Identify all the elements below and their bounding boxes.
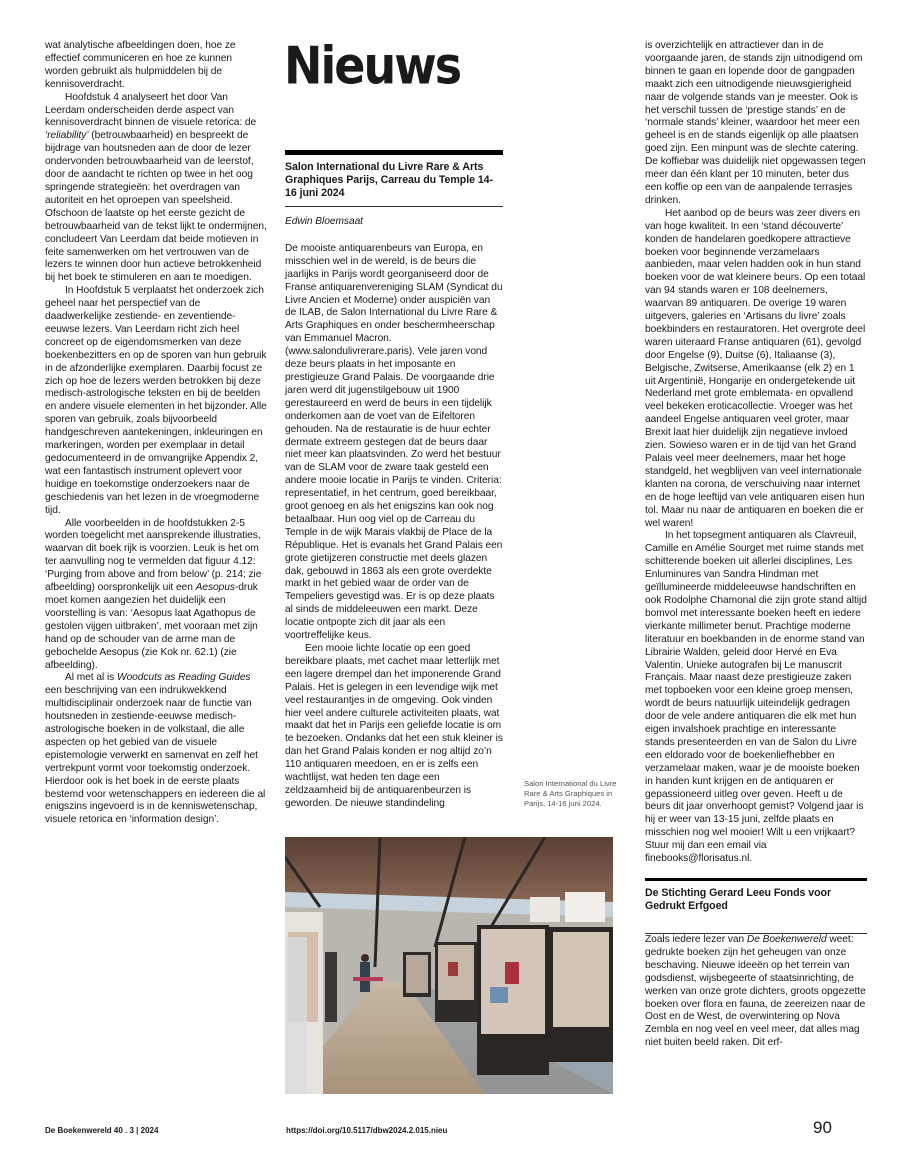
body-paragraph: Het aanbod op de beurs was zeer divers en van hoge kwaliteit. In een ‘stand découverte’ konden de handelaren goedkopere attractieve boeken voor beginnende verzamelaars aanbieden, maar velen hadden ook in hun stand boeken voor de wat kleinere beurs. Op een totaal van 94 stands waren er 108 deelnemers, waarvan 89 antiquaren. De overige 19 waren uitgevers, galeries en ‘Artisans du livre’ zoals boekbinders en restauratoren. Het overgrote deel waren uiteraard Franse antiquaren (61), gevolgd door Engelse (9), Duitse (6), Italiaanse (3), Belgische, Zwitserse, Amerikaanse (elk 2) en 1 uit Argentinië, Hongarije en ondergetekende uit Nederland met grote emblemata- en opvallend veel bekeken eroticacollectie. Vroeger was het aandeel Engelse antiquaren veel groter, maar Brexit laat hier duidelijk zijn negatieve invloed zien. Sowieso waren er in de tijd van het Grand Palais veel meer deelnemers, maar het hoge standgeld, het wegblijven van veel internationale klanten na corona, de verschuiving naar internet en de hoge leeftijd van vele antiquaren eisen hun tol. Maar nu naar de antiquaren en boeken die er wel waren! <box>645 207 866 529</box>
paragraph-text: Hoofdstuk 4 analyseert het door Van Leerdam onderscheiden derde aspect van kennisoverdracht binnen de visuele retorica: de <box>45 91 257 129</box>
body-paragraph: is overzichtelijk en attractiever dan in de voorgaande jaren, de stands zijn uitnodigend om binnen te gaan en lopende door de gangpaden maakt zich een uitnodigende nieuwsgierigheid naar de volgende stands van je meester. Ook is het verschil tussen de ‘prestige stands’ en de ‘normale stands’ kleiner, waardoor het meer een geheel is en de stands eigenlijk op alle plaatsen goed zijn. Een minpunt was de slechte catering. De koffiebar was duidelijk niet opgewassen tegen meer dan één klant per 10 minuten, beter dus een koffie op een van de aanpalende terrasjes drinken. <box>645 40 866 206</box>
body-paragraph <box>45 518 267 673</box>
body-paragraph: In Hoofdstuk 5 verplaatst het onderzoek zich geheel naar het perspectief van de daadwerkelijke zestiende- en zeventiende-eeuwse lezers. Van Leerdam richt zich heel concreet op de eigendomsmerken van deze boekenbezitters en op de sporen van hun gebruik in de afzonderlijke exemplaren. Daarbij focust ze zich op hoe de lezers werden betrokken bij deze medisch-astrologische teksten en bij de beelden en andere visuele elementen in het bijzonder. Alle sporen van gebruik, zoals bijvoorbeeld handgeschreven aantekeningen, inkleuringen en markeringen, worden per exemplaar in detail gedocumenteerd in de omvangrijke Appendix 2, wat een fantastisch instrument oplevert voor huidige en toekomstige onderzoekers naar de geschiedenis van het lezen in de vroegmoderne tijd. <box>45 285 267 516</box>
footer-journal-info: De Boekenwereld 40 . 3 | 2024 <box>45 1126 159 1135</box>
paragraph-text: Al met al is <box>65 672 117 684</box>
photo-caption: Salon International du Livre Rare & Arts Graphiques in Parijs, 14-16 juni 2024. <box>524 779 617 809</box>
paragraph-text: Zoals iedere lezer van <box>645 934 747 945</box>
book-fair-illustration <box>285 837 613 1094</box>
book-fair-photo <box>285 837 613 1094</box>
italic-term: ‘reliability’ <box>45 130 89 142</box>
title-divider <box>285 206 503 207</box>
article-divider-rule <box>645 878 867 881</box>
paragraph-text: Alle voorbeelden in de hoofdstukken 2-5 worden toegelicht met aansprekende illustraties, waarvan dit boek rijk is voorzien. Leuk is het om ter aanvulling nog te vermelden dat figuur 4.12: ‘Purging from above and from below’ (p. 214; zie afbeelding) oorspronkelijk uit een <box>45 517 262 594</box>
article-title: Salon International du Livre Rare & Arts Graphiques Parijs, Carreau du Temple 14-16 juni 2024 <box>285 161 493 199</box>
body-paragraph: In het topsegment antiquaren als Clavreuil, Camille en Amélie Sourget met ruime stands met schitterende boeken uit allerlei disciplines, Les Enluminures van Sandra Hindman met geïllumineerde middeleeuwse handschriften en ook Rodolphe Chamonal die zijn grote stand altijd bomvol met interessante boeken heeft en iedere vierkante millimeter benut. Prachtige moderne literatuur en boekbanden in de enorme stand van Librairie Walden, geleid door Hervé en Eva Valentin. Unieke autografen bij Le manuscrit Français. Maar naast deze prestigieuze zaken met topboeken voor een kleine groep mensen, wordt de beurs natuurlijk uiteindelijk gedragen door de vele andere antiquaren die elk met hun eigen invalshoek prachtige en interessante stands presenteerden en van de Salon du Livre een eldorado voor de boekenliefhebber en verzamelaar maken, waar je de mooiste boeken in handen kunt krijgen en de antiquaren er gepassioneerd uitleg over geven. Heeft u de beurs dit jaar onverhoopt gemist? Volgend jaar is hij er weer van 13-15 juni, zelfde plaats en misschien nog wel mooier! Wilt u een vrijkaart? Stuur mij dan een email via finebooks@florisatus.nl. <box>645 530 867 865</box>
news-article-continuation-column <box>645 40 867 1050</box>
paragraph-text: weet: gedrukte boeken zijn het geheugen van onze beschaving. Nieuwe ideeën op het terrein van godsdienst, wijsbegeerte of staatsinrichting, de werken van onze grote dichters, groots opgezette boeken over flora en fauna, de zeereizen naar de Oost en de West, de overwintering op Nova Zembla en nog veel en veel meer, dat alles mag niet buiten beeld raken. Dit erf- <box>645 934 866 1049</box>
body-paragraph: wat analytische afbeeldingen doen, hoe ze effectief communiceren en hoe ze kunnen worden gebruikt als hulpmiddelen bij de kennisoverdracht. <box>45 40 236 90</box>
body-paragraph: De mooiste antiquarenbeurs van Europa, en misschien wel in de wereld, is de beurs die jaarlijks in Parijs wordt georganiseerd door de Franse antiquarenvereniging SLAM (Syndicat du Livre Ancien et Moderne) onder auspiciën van de ILAB, de Salon International du Livre Rare & Arts Graphiques en onder beschermheerschap van Emmanuel Macron. (www.salondulivrerare.paris). Vele jaren vond deze beurs plaats in het imposante en prestigieuze Grand Palais. De voorgaande drie jaren werd dit jugenstilgebouw uit 1900 gerestaureerd en werd de beurs in een tijdelijk onderkomen aan de voet van de Eifeltoren gehouden. Na de restauratie is de huur echter dermate extreem gestegen dat de beurs daar niet meer kan plaatsvinden. Zo werd het bestuur van de SLAM voor de zware taak gesteld een andere mooie locatie in Parijs te vinden. Criteria: representatief, in het centrum, goed bereikbaar, groot genoeg en als het enigszins kan ook nog betaalbaar. Hun oog viel op de Carreau du Temple in de wijk Marais vlakbij de Place de la République. Het is evanals het Grand Palais een grote gietijzeren constructie met deels glazen dak, gebouwd in 1863 als een grote overdekte markt in het gebied waar de order van de Tempeliers gevestigd was. Er is op deze plaats al sinds de middeleeuwen een markt. Deze locatie ontpopte zich dit jaar als een voortreffelijke keus. <box>285 242 503 642</box>
magazine-title: De Boekenwereld <box>746 934 827 945</box>
page-number: 90 <box>813 1118 832 1137</box>
paragraph-text: (betrouwbaarheid) en bespreekt de bijdrage van houtsneden aan de door de lezer ondervonden betrouwbaarheid van de leerstof, door de aandacht te richten op twee in het oog springende strategieën: het overdragen van autoriteit en het oproepen van speelsheid. Ofschoon de laatste op het eerste gezicht de betrouwbaarheid van de tekst lijkt te ondermijnen, concludeert Van Leerdam dat beide motieven in feite samenwerken om het vertrouwen van de lezers te winnen door hun actieve betrokkenheid bij het boek te stimuleren en aan te moedigen. <box>45 130 267 284</box>
body-paragraph <box>645 934 867 1050</box>
paragraph-text: een beschrijving van een indrukwekkend multidisciplinair onderzoek naar de functie van houtsneden in zestiende-eeuwse medisch-astrologische boeken in de volkstaal, die alle aspecten op het gebied van de visuele epistemologie verwerkt en samenvat en zelf het vertrekpunt vormt voor toekomstig onderzoek. Hierdoor ook is het boek in de eerste plaats bestemd voor wetenschappers en iedereen die al enigszins ingevoerd is in de kenniswetenschap, visuele retorica en ‘information design’. <box>45 685 266 826</box>
footer-doi-link[interactable]: https://doi.org/10.5117/dbw2024.2.015.nieu <box>286 1126 448 1135</box>
news-article-column <box>284 35 503 811</box>
article-author: Edwin Bloemsaat <box>285 216 363 227</box>
article-title: De Stichting Gerard Leeu Fonds voor Gedrukt Erfgoed <box>645 887 832 912</box>
book-title: Woodcuts as Reading Guides <box>117 672 251 684</box>
review-continuation-column <box>45 40 267 827</box>
italic-term: Aesopus <box>195 582 235 594</box>
body-paragraph <box>45 92 267 286</box>
heading-rule <box>285 150 503 155</box>
body-paragraph <box>45 672 267 827</box>
body-paragraph: Een mooie lichte locatie op een goed bereikbare plaats, met cachet maar letterlijk met een lagere drempel dan het imponerende Grand Palais. Het is gelegen in een levendige wijk met veel restaurantjes in de omgeving. Ook vinden hier veel andere culturele activiteiten plaats, wat maakt dat het in Parijs een geliefde locatie is om te bezoeken. Ondanks dat het een stuk kleiner is dan het Grand Palais konden er nog altijd zo’n 110 antiquaren meedoen, en er is zelfs een wachtlijst, wat heden ten dage een zeldzaamheid bij de antiquarenbeurzen is geworden. De nieuwe standindeling <box>285 643 503 809</box>
section-heading: Nieuws <box>284 35 461 96</box>
paragraph-text: -druk moet komen aangezien het duidelijk een voorstelling is van: ‘Aesopus laat Agathopus de gestolen vijgen uitbraken’, met vooraan met zijn hand op de schouder van de arme man de gebochelde Aesopus (zie Kok nr. 62.1) (zie afbeelding). <box>45 582 258 671</box>
